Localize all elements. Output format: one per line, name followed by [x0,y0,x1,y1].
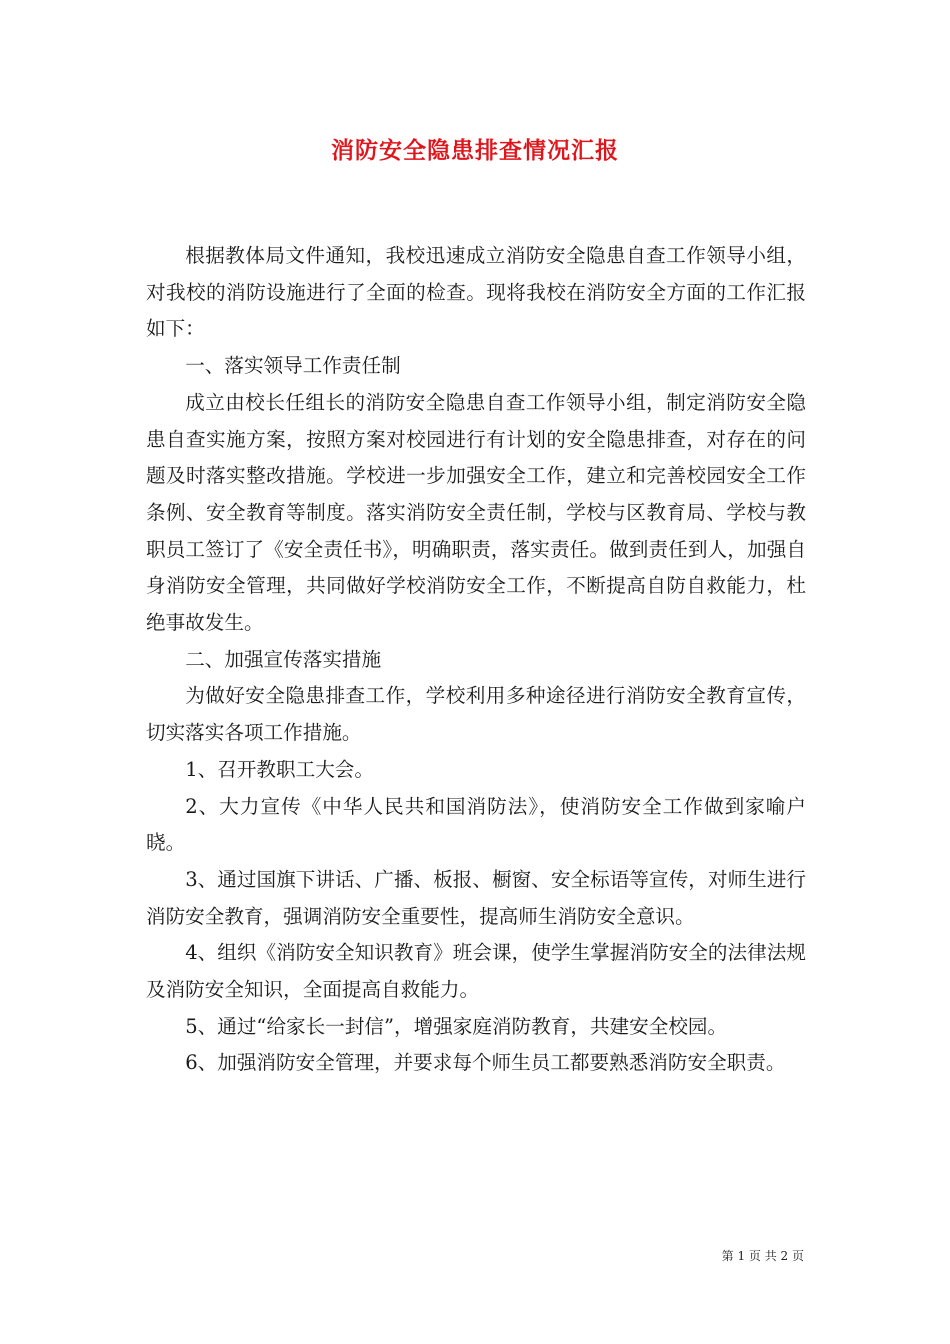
page-number: 第 1 页 共 2 页 [721,1249,804,1263]
section-heading-1: 一、落实领导工作责任制 [185,354,401,378]
section-heading-2: 二、加强宣传落实措施 [185,647,382,671]
list-item-4: 4、组织《消防安全知识教育》班会课，使学生掌握消防安全的法律法规及消防安全知识，全面提高自救能力。 [146,941,806,1002]
document-body [146,238,806,1082]
list-item-2: 2、大力宣传《中华人民共和国消防法》，使消防安全工作做到家喻户晓。 [146,794,806,855]
list-item-5: 5、通过“给家长一封信”，增强家庭消防教育，共建安全校园。 [185,1014,728,1038]
paragraph-intro: 根据教体局文件通知，我校迅速成立消防安全隐患自查工作领导小组，对我校的消防设施进行了全面的检查。现将我校在消防安全方面的工作汇报如下： [146,244,806,341]
document-title: 消防安全隐患排查情况汇报 [331,138,619,164]
paragraph-section-1: 成立由校长任组长的消防安全隐患自查工作领导小组，制定消防安全隐患自查实施方案，按照方案对校园进行有计划的安全隐患排查，对存在的问题及时落实整改措施。学校进一步加强安全工作，建立和完善校园安全工作条例、安全教育等制度。落实消防安全责任制，学校与区教育局、学校与教职员工签订了《安全责任书》，明确职责，落实责任。做到责任到人，加强自身消防安全管理，共同做好学校消防安全工作，不断提高自防自救能力，杜绝事故发生。 [146,390,806,635]
list-item-3: 3、通过国旗下讲话、广播、板报、橱窗、安全标语等宣传，对师生进行消防安全教育，强调消防安全重要性，提高师生消防安全意识。 [146,867,806,928]
paragraph-section-2: 为做好安全隐患排查工作，学校利用多种途径进行消防安全教育宣传，切实落实各项工作措施。 [146,684,806,745]
list-item-6: 6、加强消防安全管理，并要求每个师生员工都要熟悉消防安全职责。 [185,1051,786,1075]
list-item-1: 1、召开教职工大会。 [185,757,374,781]
